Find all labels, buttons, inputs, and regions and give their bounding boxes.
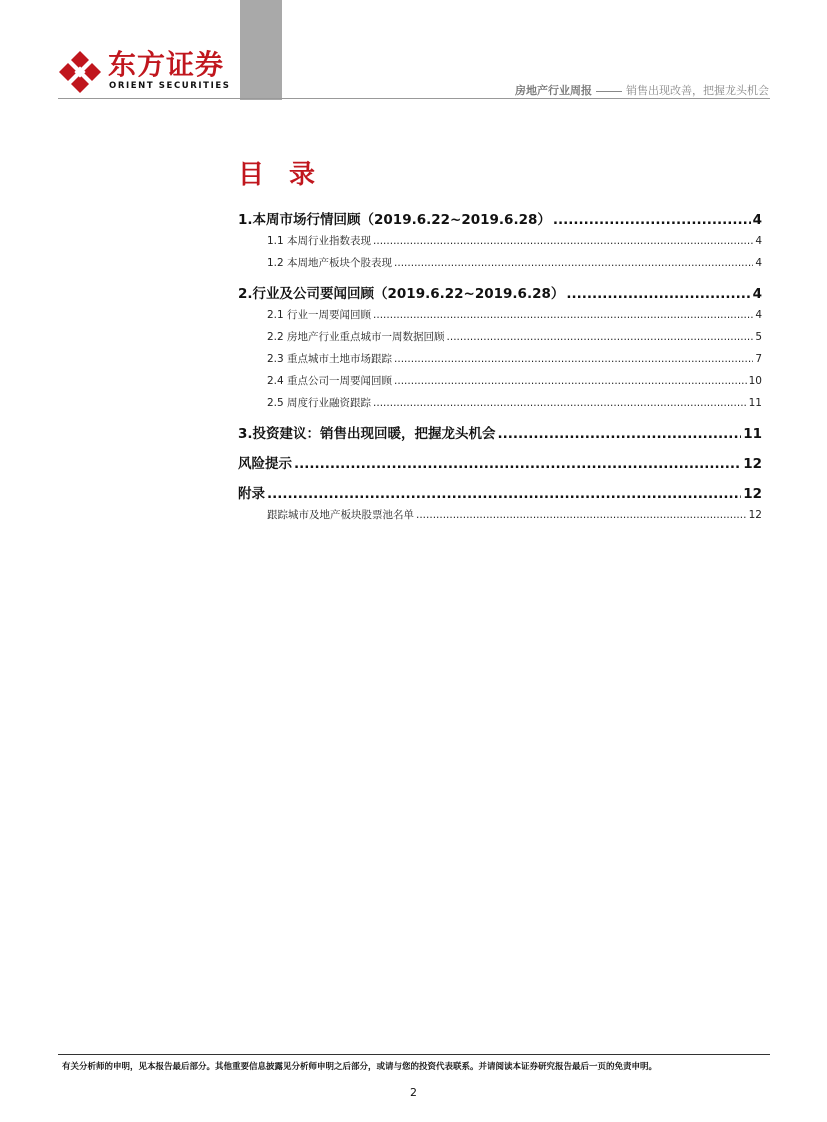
toc-entry-page: 4 xyxy=(755,235,762,247)
toc-entry-page: 7 xyxy=(755,353,762,365)
logo-english-name: ORIENT SECURITIES xyxy=(109,81,231,91)
toc-entry-title: 2.2 房地产行业重点城市一周数据回顾 xyxy=(267,331,445,343)
toc-entry-title: 2.5 周度行业融资跟踪 xyxy=(267,397,372,409)
toc-heading: 目 录 xyxy=(238,160,324,190)
toc-entry-title: 1.本周市场行情回顾（2019.6.22~2019.6.28） xyxy=(238,212,551,228)
toc-entry-title: 1.2 本周地产板块个股表现 xyxy=(267,257,393,269)
toc-entry[interactable] xyxy=(238,210,762,230)
toc-leader xyxy=(394,252,753,274)
toc-leader xyxy=(566,284,750,304)
header-divider xyxy=(58,98,770,99)
toc-leader xyxy=(294,454,741,474)
toc-leader xyxy=(553,210,751,230)
toc-entry[interactable] xyxy=(238,304,762,326)
toc-entry-title: 2.3 重点城市土地市场跟踪 xyxy=(267,353,393,365)
toc-entry-title: 2.行业及公司要闻回顾（2019.6.22~2019.6.28） xyxy=(238,286,565,302)
page-number: 2 xyxy=(410,1086,417,1099)
toc-entry[interactable] xyxy=(238,454,762,474)
toc-entry[interactable] xyxy=(238,392,762,414)
toc-entry[interactable] xyxy=(238,252,762,274)
toc-entry[interactable] xyxy=(238,284,762,304)
toc-leader xyxy=(267,484,741,504)
toc-entry[interactable] xyxy=(238,424,762,444)
footer-disclaimer: 有关分析师的申明，见本报告最后部分。其他重要信息披露见分析师申明之后部分，或请与您的投资代表联系。并请阅读本证券研究报告最后一页的免责申明。 xyxy=(62,1062,658,1072)
toc-entry-page: 5 xyxy=(755,331,762,343)
toc-entry[interactable] xyxy=(238,370,762,392)
toc-leader xyxy=(394,370,747,392)
toc-entry-title: 2.1 行业一周要闻回顾 xyxy=(267,309,372,321)
toc-entry-title: 风险提示 xyxy=(238,456,292,472)
toc-entry-title: 1.1 本周行业指数表现 xyxy=(267,235,372,247)
toc-entry[interactable] xyxy=(238,484,762,504)
toc-leader xyxy=(394,348,753,370)
toc-entry-page: 12 xyxy=(748,509,762,521)
toc-entry-title: 附录 xyxy=(238,486,265,502)
toc-leader xyxy=(373,304,753,326)
footer-divider xyxy=(58,1054,770,1055)
toc-entry-page: 4 xyxy=(752,212,762,228)
logo-chinese-name: 东方证券 xyxy=(108,48,225,81)
toc-leader xyxy=(373,230,753,252)
report-type: 房地产行业周报 xyxy=(515,84,592,97)
toc-entry[interactable] xyxy=(238,230,762,252)
header-dash xyxy=(596,91,622,92)
toc-entry[interactable] xyxy=(238,326,762,348)
report-header-title xyxy=(515,82,769,98)
table-of-contents xyxy=(238,210,762,526)
toc-entry-page: 4 xyxy=(755,257,762,269)
toc-entry[interactable] xyxy=(238,348,762,370)
toc-entry-title: 3.投资建议：销售出现回暖，把握龙头机会 xyxy=(238,426,496,442)
toc-entry-title: 2.4 重点公司一周要闻回顾 xyxy=(267,375,393,387)
toc-entry-page: 12 xyxy=(743,486,762,502)
toc-entry-page: 11 xyxy=(743,426,762,442)
toc-entry-page: 12 xyxy=(743,456,762,472)
header-decor-bar xyxy=(240,0,282,100)
toc-leader xyxy=(447,326,754,348)
toc-leader xyxy=(373,392,747,414)
report-title: 销售出现改善，把握龙头机会 xyxy=(626,84,769,97)
toc-entry-page: 11 xyxy=(748,397,762,409)
toc-entry-page: 4 xyxy=(755,309,762,321)
toc-entry-page: 10 xyxy=(748,375,762,387)
toc-entry[interactable] xyxy=(238,504,762,526)
toc-entry-page: 4 xyxy=(752,286,762,302)
orient-logo-icon xyxy=(58,50,102,94)
toc-leader xyxy=(416,504,747,526)
toc-leader xyxy=(498,424,742,444)
toc-entry-title: 跟踪城市及地产板块股票池名单 xyxy=(267,509,414,521)
